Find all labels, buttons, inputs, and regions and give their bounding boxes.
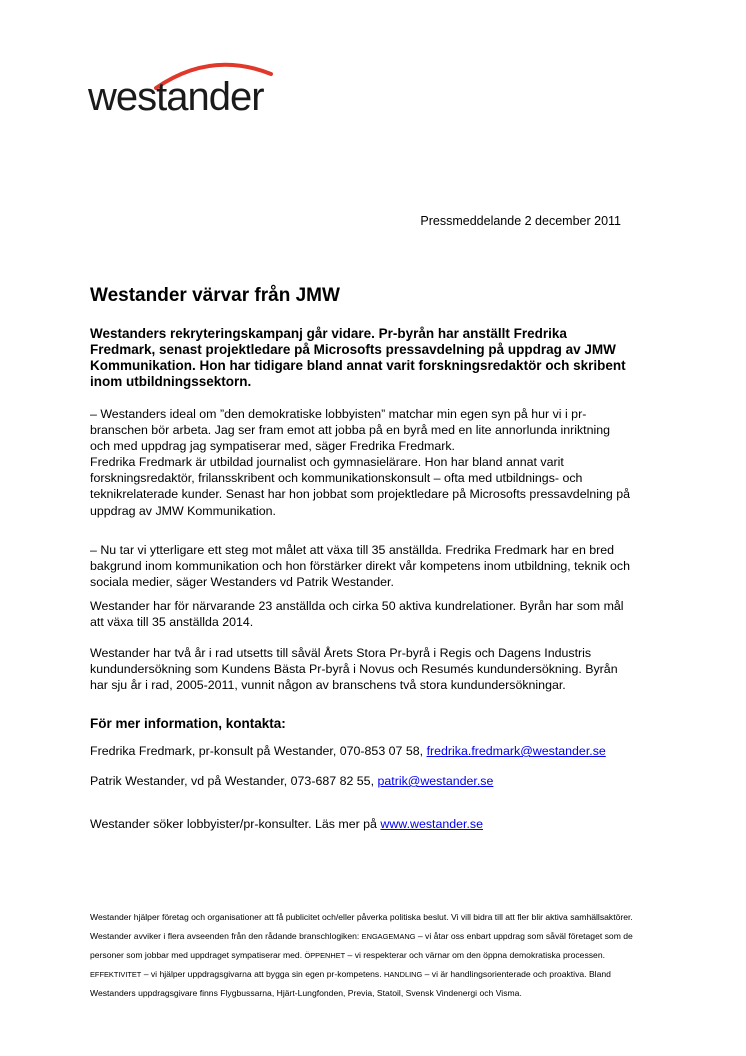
footer-text: – vi åtar oss enbart uppdrag som såväl företaget som de personer som jobbar med uppdraget sympatiserar med. <box>90 931 633 960</box>
contact-fredrika-text: Fredrika Fredmark, pr-konsult på Westander, 070-853 07 58, <box>90 744 427 758</box>
footer-keyword: EFFEKTIVITET <box>90 970 142 979</box>
footer-keyword: HANDLING <box>384 970 423 979</box>
body-paragraph: Fredrika Fredmark är utbildad journalist och gymnasielärare. Hon har bland annat varit forskningsredaktör, frilansskribent och kommunikationskonsult – ofta med utbildnings- och teknikrelaterade kunder. Senast har hon jobbat som projektledare på Microsofts pressavdelning på uppdrag av JMW Kommunikation. <box>90 455 630 518</box>
logo-wordmark: westander <box>88 75 264 119</box>
recruitment-text: Westander söker lobbyister/pr-konsulter. Läs mer på <box>90 817 381 831</box>
patrik-email-link[interactable]: patrik@westander.se <box>377 774 494 788</box>
footer-keyword: ENGAGEMANG <box>361 932 416 941</box>
recruitment-note <box>90 817 483 831</box>
footer-keyword: ÖPPENHET <box>304 951 346 960</box>
footer-about <box>90 908 635 1003</box>
press-release-date: Pressmeddelande 2 december 2011 <box>420 214 621 228</box>
body-paragraph: – Westanders ideal om ”den demokratiske lobbyisten” matchar min egen syn på hur vi i pr-branschen bör arbeta. Jag ser fram emot att jobba på en byrå med en lite annorlunda inriktning och med uppdrag jag sympatiserar med, säger Fredrika Fredmark. <box>90 407 611 454</box>
footer-text: Westander hjälper företag och organisationer att få publicitet och/eller påverka politiska beslut. Vi vill bidra till att fler blir aktiva samhällsaktörer. Westander avviker i flera avseenden från den rådande branschlogiken: <box>90 912 633 941</box>
page-title: Westander värvar från JMW <box>90 285 340 306</box>
footer-text: – vi är handlingsorienterade och proaktiva. Bland Westanders uppdragsgivare finns Flygbussarna, Hjärt-Lungfonden, Previa, Statoil, Svensk Vindenergi och Visma. <box>90 969 611 998</box>
westander-logo <box>86 54 286 124</box>
contact-patrik-text: Patrik Westander, vd på Westander, 073-687 82 55, <box>90 774 378 788</box>
body-paragraph: Westander har för närvarande 23 anställda och cirka 50 aktiva kundrelationer. Byrån har som mål att växa till 35 anställda 2014. <box>90 599 624 630</box>
lead-paragraph: Westanders rekryteringskampanj går vidare. Pr-byrån har anställt Fredrika Fredmark, senast projektledare på Microsofts pressavdelning på uppdrag av JMW Kommunikation. Hon har tidigare bland annat varit forskningsredaktör och skribent inom utbildningssektorn. <box>90 326 626 389</box>
contact-patrik <box>90 774 493 788</box>
contact-heading: För mer information, kontakta: <box>90 716 286 731</box>
body-paragraph: – Nu tar vi ytterligare ett steg mot målet att växa till 35 anställda. Fredrika Fredmark har en bred bakgrund inom kommunikation och hon förstärker direkt vår kompetens inom utbildning, teknik och sociala medier, säger Westanders vd Patrik Westander. <box>90 543 630 590</box>
footer-text: – vi hjälper uppdragsgivarna att bygga sin egen pr-kompetens. <box>141 969 385 979</box>
fredrika-email-link[interactable]: fredrika.fredmark@westander.se <box>426 744 606 758</box>
body-paragraph: Westander har två år i rad utsetts till såväl Årets Stora Pr-byrå i Regis och Dagens Industris kundundersökning som Kundens Bästa Pr-byrå i Novus och Resumés kundundersökning. Byrån har sju år i rad, 2005-2011, vunnit någon av branschens två stora kundundersökningar. <box>90 646 618 693</box>
website-link[interactable]: www.westander.se <box>380 817 484 831</box>
contact-fredrika <box>90 744 606 758</box>
footer-text: – vi respekterar och värnar om den öppna demokratiska processen. <box>345 950 605 960</box>
